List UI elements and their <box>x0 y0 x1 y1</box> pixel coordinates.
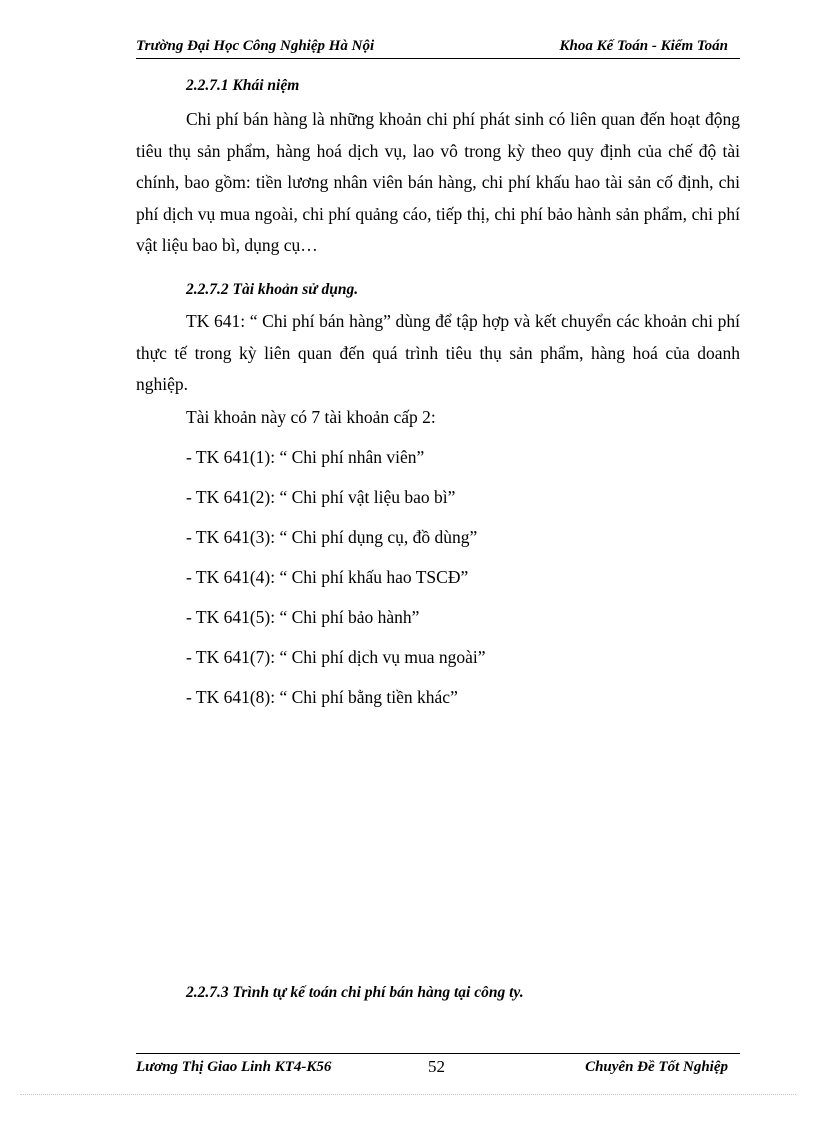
section-heading-concept: 2.2.7.1 Khái niệm <box>186 77 300 94</box>
account-list-item: - TK 641(4): “ Chi phí khấu hao TSCĐ” <box>186 567 469 587</box>
paragraph-account-description: TK 641: “ Chi phí bán hàng” dùng để tập hợp và kết chuyển các khoản chi phí thực tế trong kỳ liên quan đến quá trình tiêu thụ sản phẩm, hàng hoá của doanh nghiệp. <box>136 311 740 394</box>
section-heading-procedure: 2.2.7.3 Trình tự kế toán chi phí bán hàng tại công ty. <box>186 984 524 1001</box>
account-list-item: - TK 641(1): “ Chi phí nhân viên” <box>186 447 425 467</box>
account-list-item: - TK 641(8): “ Chi phí bằng tiền khác” <box>186 687 458 707</box>
page-number: 52 <box>428 1057 445 1076</box>
header-faculty-name: Khoa Kế Toán - Kiểm Toán <box>559 38 728 54</box>
page-bottom-divider <box>20 1094 796 1095</box>
footer-document-type: Chuyên Đề Tốt Nghiệp <box>585 1059 728 1075</box>
account-list-item: - TK 641(2): “ Chi phí vật liệu bao bì” <box>186 487 456 507</box>
page-footer <box>136 1053 740 1080</box>
accounts-intro: Tài khoản này có 7 tài khoản cấp 2: <box>186 407 436 427</box>
section-heading-accounts: 2.2.7.2 Tài khoản sử dụng. <box>186 281 359 298</box>
account-list-item: - TK 641(3): “ Chi phí dụng cụ, đồ dùng” <box>186 527 478 547</box>
paragraph-concept: Chi phí bán hàng là những khoản chi phí phát sinh có liên quan đến hoạt động tiêu thụ sản phẩm, hàng hoá dịch vụ, lao vô trong kỳ theo quy định của chế độ tài chính, bao gồm: tiền lương nhân viên bán hàng, chi phí khấu hao tài sản cố định, chi phí dịch vụ mua ngoài, chi phí quảng cáo, tiếp thị, chi phí bảo hành sản phẩm, chi phí vật liệu bao bì, dụng cụ… <box>136 109 740 255</box>
page-header <box>136 38 740 59</box>
account-list-item: - TK 641(5): “ Chi phí bảo hành” <box>186 607 420 627</box>
footer-author: Lương Thị Giao Linh KT4-K56 <box>136 1059 332 1075</box>
header-school-name: Trường Đại Học Công Nghiệp Hà Nội <box>136 38 375 54</box>
account-list-item: - TK 641(7): “ Chi phí dịch vụ mua ngoài” <box>186 647 486 667</box>
